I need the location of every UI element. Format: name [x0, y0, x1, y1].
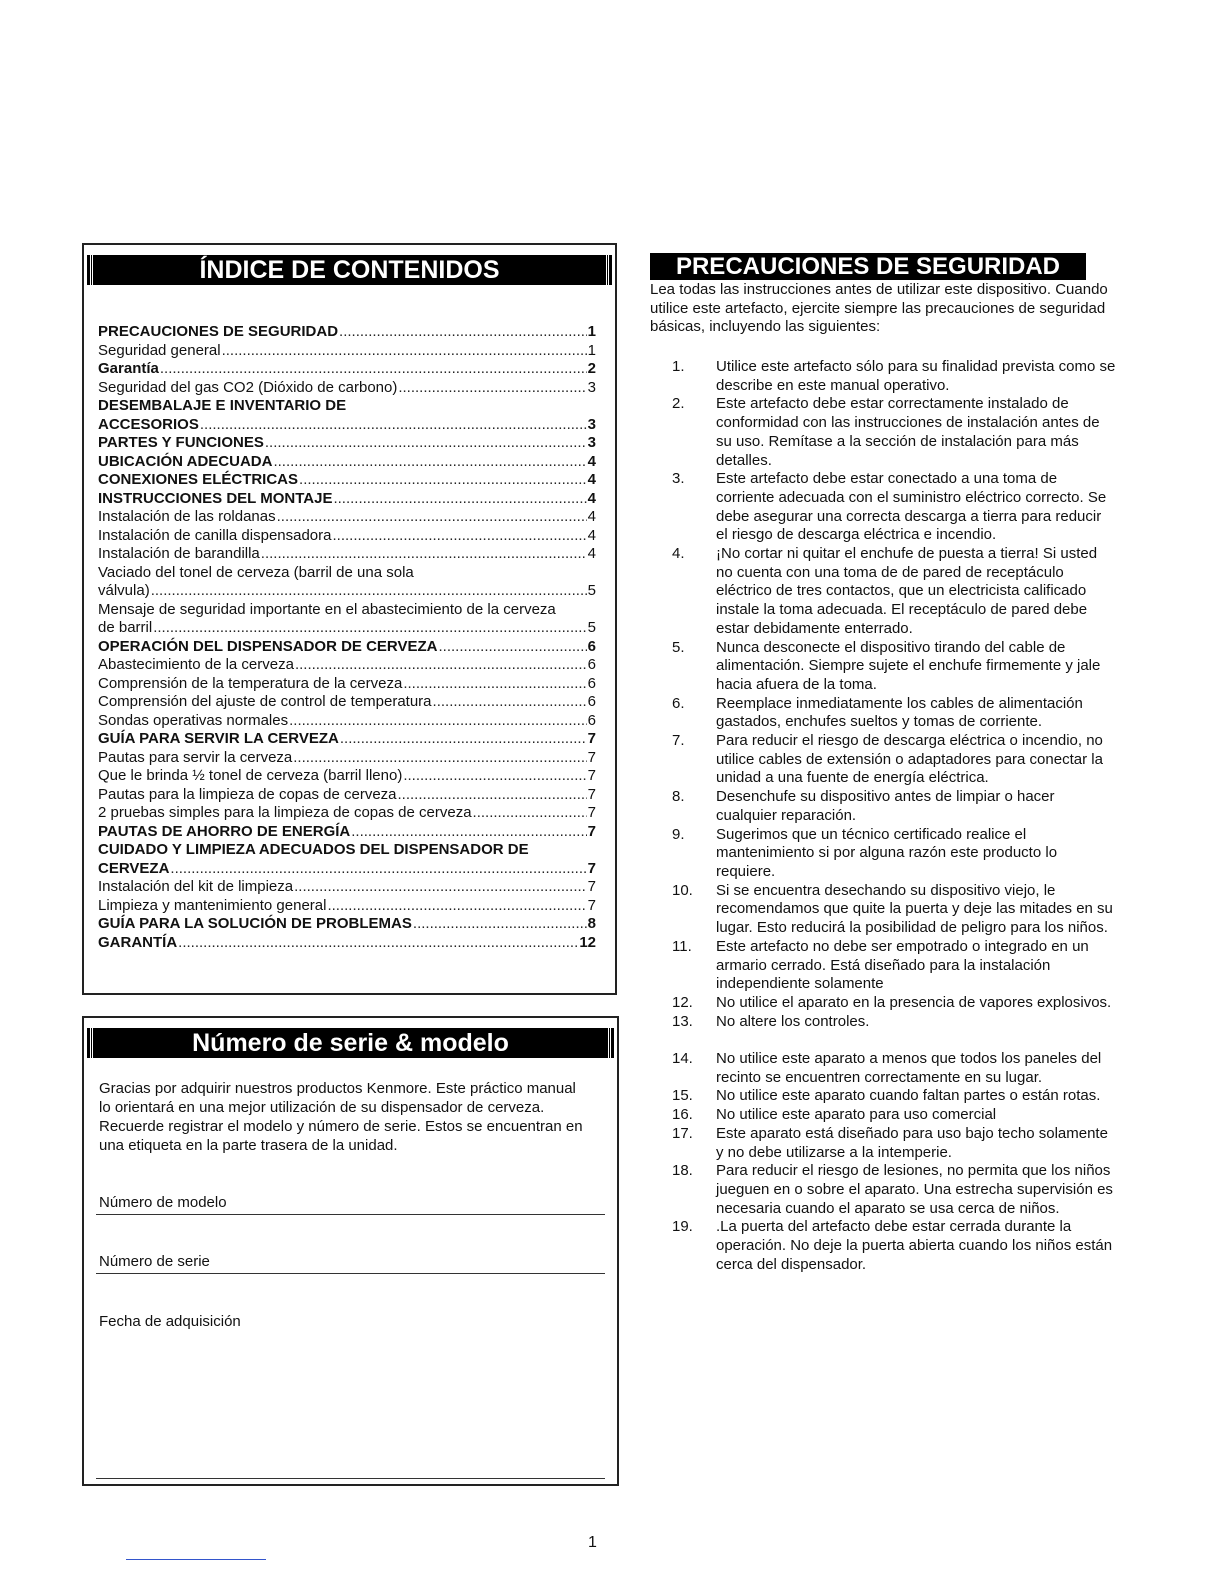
toc-entry-page: 8	[587, 915, 596, 932]
toc-entry-text: Vaciado del tonel de cerveza (barril de una sola	[98, 563, 414, 581]
toc-entry-text: GARANTÍA	[98, 933, 178, 951]
safety-item-text: Este artefacto debe estar correctamente instalado de conformidad con las instrucciones de instalación antes de su uso. Remítase a la sección de instalación para más detalles.	[716, 395, 1100, 469]
footer-link-underline	[126, 1559, 266, 1560]
toc-entry-text: Seguridad del gas CO2 (Dióxido de carbono)	[98, 378, 398, 396]
safety-item-text: Nunca desconecte el dispositivo tirando del cable de alimentación. Siempre sujete el enchufe firmemente y jale hacia afuera de la toma.	[716, 638, 1101, 693]
safety-list	[672, 358, 1117, 1274]
toc-dot-leader	[289, 712, 587, 731]
safety-item	[672, 1050, 1117, 1087]
model-number-label: Número de modelo	[99, 1194, 227, 1211]
safety-item-text: Para reducir el riesgo de descarga eléctrica o incendio, no utilice cables de extensión o adaptadores para conectar la unidad a una fuente de energía eléctrica.	[716, 732, 1103, 787]
toc-dot-leader	[295, 656, 587, 675]
safety-item	[672, 1106, 1117, 1125]
toc-entry	[98, 471, 596, 490]
toc-entry-page: 3	[587, 434, 596, 451]
toc-entry-page: 2	[587, 360, 596, 377]
safety-item	[672, 1087, 1117, 1106]
toc-entry-text: ACCESORIOS	[98, 415, 199, 433]
toc-entry	[98, 619, 596, 638]
toc-entry	[98, 767, 596, 786]
safety-item-text: Sugerimos que un técnico certificado realice el mantenimiento si por alguna razón este producto lo requiere.	[716, 825, 1058, 880]
toc-entry	[98, 601, 596, 620]
safety-item	[672, 788, 1117, 825]
safety-item-number: 16.	[672, 1106, 693, 1124]
safety-item-number: 6.	[672, 694, 685, 712]
safety-item-number: 19.	[672, 1218, 693, 1236]
toc-entry-page: 5	[587, 582, 596, 599]
safety-item-text: No utilice el aparato en la presencia de vapores explosivos.	[716, 993, 1112, 1011]
safety-item-number: 2.	[672, 395, 685, 413]
toc-entry-page: 1	[587, 323, 596, 340]
toc-entry-text: 2 pruebas simples para la limpieza de copas de cerveza	[98, 804, 472, 821]
safety-item-text: ¡No cortar ni quitar el enchufe de puesta a tierra! Si usted no cuenta con una toma de de pared de receptáculo eléctrico de tres contactos, que un electricista calificado instale la toma adecuada. El receptáculo de pared debe estar debidamente enterrado.	[716, 545, 1098, 637]
toc-entry	[98, 860, 596, 879]
toc-entry-page: 7	[587, 748, 596, 766]
toc-entry	[98, 656, 596, 675]
toc-entry-text: UBICACIÓN ADECUADA	[98, 452, 273, 470]
safety-item	[672, 994, 1117, 1013]
safety-item-number: 1.	[672, 358, 685, 375]
safety-item-text: Si se encuentra desechando su dispositivo viejo, le recomendamos que quite la puerta y deje las mitades en su lugar. Esto reducirá la posibilidad de peligro para los niños.	[716, 881, 1113, 937]
safety-item-number: 10.	[672, 881, 693, 899]
toc-dot-leader	[398, 786, 587, 805]
toc-dot-leader	[433, 693, 587, 712]
safety-item-text: Desenchufe su dispositivo antes de limpiar o hacer cualquier reparación.	[716, 788, 1055, 824]
safety-item-text: Este artefacto no debe ser empotrado o integrado en un armario cerrado. Está diseñado para la instalación independiente solamente	[716, 937, 1089, 993]
safety-item-number: 15.	[672, 1087, 693, 1105]
toc-entry	[98, 841, 596, 860]
toc-entry-text: INSTRUCCIONES DEL MONTAJE	[98, 489, 333, 507]
safety-item-text: No utilice este aparato a menos que todos los paneles del recinto se encuentren correctamente en su lugar.	[716, 1050, 1102, 1086]
toc-section	[82, 243, 617, 995]
safety-item	[672, 639, 1117, 695]
toc-entry	[98, 749, 596, 768]
toc-dot-leader	[178, 934, 578, 953]
toc-entry-text: Pautas para servir la cerveza	[98, 748, 293, 766]
safety-item-text: No utilice este aparato para uso comercial	[716, 1106, 997, 1124]
toc-entry	[98, 342, 596, 361]
toc-entry	[98, 582, 596, 601]
safety-item-number: 5.	[672, 638, 685, 656]
toc-entry	[98, 675, 596, 694]
toc-entry-page: 3	[587, 378, 596, 396]
toc-dot-leader	[339, 323, 587, 342]
toc-entry-page: 7	[587, 767, 596, 784]
toc-entry	[98, 878, 596, 897]
toc-entry-text: GUÍA PARA LA SOLUCIÓN DE PROBLEMAS	[98, 915, 412, 932]
toc-entry	[98, 804, 596, 823]
purchase-date-line[interactable]	[96, 1478, 605, 1479]
toc-entry	[98, 453, 596, 472]
safety-item-number: 11.	[672, 937, 692, 955]
safety-item	[672, 545, 1117, 639]
toc-entry	[98, 730, 596, 749]
toc-dot-leader	[261, 545, 587, 564]
safety-item-number: 8.	[672, 788, 685, 806]
toc-entry-page: 1	[587, 341, 596, 359]
serial-section	[82, 1016, 619, 1486]
toc-entry-text: Instalación del kit de limpieza	[98, 878, 294, 895]
serial-number-label: Número de serie	[99, 1253, 210, 1270]
toc-dot-leader	[222, 342, 587, 361]
toc-entry-page: 6	[587, 637, 596, 655]
toc-entry-text: PRECAUCIONES DE SEGURIDAD	[98, 323, 339, 340]
toc-entry-text: Comprensión del ajuste de control de temperatura	[98, 693, 432, 710]
toc-entry-text: PARTES Y FUNCIONES	[98, 434, 264, 451]
toc-dot-leader	[277, 508, 587, 527]
toc-dot-leader	[293, 749, 586, 768]
safety-item-text: No utilice este aparato cuando faltan partes o están rotas.	[716, 1087, 1101, 1105]
serial-number-line[interactable]	[96, 1273, 605, 1274]
toc-dot-leader	[439, 638, 587, 657]
safety-item	[672, 938, 1117, 994]
toc-dot-leader	[333, 490, 586, 509]
toc-dot-leader	[160, 360, 587, 379]
toc-dot-leader	[340, 730, 587, 749]
safety-item-number: 9.	[672, 825, 685, 843]
toc-entry-page: 12	[579, 933, 596, 951]
safety-item	[672, 732, 1117, 788]
toc-entry	[98, 490, 596, 509]
safety-item-text: Este artefacto debe estar conectado a una toma de corriente adecuada con el suministro eléctrico correcto. Se debe asegurar una correcta descarga a tierra para reducir el riesgo de descarga eléctrica e incendio.	[716, 470, 1107, 544]
toc-entry-text: de barril	[98, 619, 153, 636]
toc-dot-leader	[351, 823, 586, 842]
safety-item-number: 12.	[672, 993, 693, 1011]
safety-item-number: 4.	[672, 545, 685, 563]
toc-entry-page: 4	[587, 452, 596, 470]
toc-entry-page: 3	[587, 415, 596, 433]
toc-dot-leader	[333, 527, 587, 546]
toc-entry	[98, 545, 596, 564]
toc-entry-page: 5	[587, 619, 596, 636]
toc-entry	[98, 823, 596, 842]
toc-entry-page: 7	[587, 878, 596, 895]
toc-entry-text: Seguridad general	[98, 341, 221, 359]
safety-item-number: 7.	[672, 732, 685, 750]
toc-entry-page: 7	[587, 822, 596, 840]
toc-entry-page: 7	[587, 896, 596, 914]
toc-entry	[98, 360, 596, 379]
toc-dot-leader	[398, 379, 586, 398]
safety-item-text: Utilice este artefacto sólo para su finalidad prevista como se describe en este manual operativo.	[716, 358, 1116, 394]
safety-item	[672, 1218, 1117, 1274]
toc-entry-text: Sondas operativas normales	[98, 711, 289, 729]
toc-dot-leader	[294, 878, 587, 897]
toc-entry	[98, 564, 596, 583]
toc-dot-leader	[153, 619, 586, 638]
toc-dot-leader	[413, 915, 587, 934]
toc-entry	[98, 323, 596, 342]
toc-entry-text: OPERACIÓN DEL DISPENSADOR DE CERVEZA	[98, 637, 438, 655]
toc-entry-text: Limpieza y mantenimiento general	[98, 896, 327, 914]
toc-entry-text: DESEMBALAJE E INVENTARIO DE	[98, 397, 347, 414]
toc-dot-leader	[473, 804, 587, 823]
toc-entry-page: 7	[587, 785, 596, 803]
toc-dot-leader	[273, 453, 586, 472]
safety-item-number: 18.	[672, 1162, 693, 1180]
safety-item-text: Este aparato está diseñado para uso bajo techo solamente y no debe utilizarse a la intemperie.	[716, 1124, 1108, 1161]
toc-entry-page: 4	[587, 545, 596, 562]
toc-entry-text: CUIDADO Y LIMPIEZA ADECUADOS DEL DISPENSADOR DE	[98, 841, 529, 858]
safety-item-number: 3.	[672, 470, 685, 488]
toc-entry-text: Que le brinda ½ tonel de cerveza (barril lleno)	[98, 767, 403, 784]
toc-entry-page: 6	[587, 711, 596, 729]
safety-item-text: Reemplace inmediatamente los cables de alimentación gastados, enchufes sueltos y tomas de corriente.	[716, 694, 1083, 731]
toc-entry-text: Abastecimiento de la cerveza	[98, 656, 294, 673]
toc-entry-page: 6	[587, 674, 596, 692]
safety-item-number: 17.	[672, 1124, 693, 1142]
toc-entry-text: CONEXIONES ELÉCTRICAS	[98, 471, 299, 488]
safety-item	[672, 1125, 1117, 1162]
toc-dot-leader	[170, 860, 586, 879]
model-number-line[interactable]	[96, 1214, 605, 1215]
safety-item-text: .La puerta del artefacto debe estar cerrada durante la operación. No deje la puerta abierta cuando los niños están cerca del dispensador.	[716, 1218, 1113, 1273]
toc-entry	[98, 527, 596, 546]
toc-entry	[98, 434, 596, 453]
toc-entry	[98, 915, 596, 934]
safety-item	[672, 882, 1117, 938]
toc-entry-text: Comprensión de la temperatura de la cerveza	[98, 674, 403, 692]
serial-title: Número de serie & modelo	[90, 1028, 611, 1058]
safety-item	[672, 1162, 1117, 1218]
safety-title: PRECAUCIONES DE SEGURIDAD	[650, 253, 1086, 280]
toc-entry	[98, 712, 596, 731]
safety-item	[672, 1013, 1117, 1032]
toc-list	[98, 323, 596, 952]
toc-dot-leader	[299, 471, 587, 490]
page-number: 1	[588, 1534, 597, 1551]
toc-entry-text: Garantía	[98, 360, 159, 377]
toc-entry-text: Mensaje de seguridad importante en el abastecimiento de la cerveza	[98, 600, 556, 618]
purchase-date-label: Fecha de adquisición	[99, 1313, 241, 1330]
serial-intro: Gracias por adquirir nuestros productos Kenmore. Este práctico manual lo orientará en una mejor utilización de su dispensador de cerveza. Recuerde registrar el modelo y número de serie. Estos se encuentran en una etiqueta en la parte trasera de la unidad.	[99, 1080, 583, 1154]
toc-entry	[98, 638, 596, 657]
safety-item	[672, 826, 1117, 882]
safety-item	[672, 695, 1117, 732]
safety-intro: Lea todas las instrucciones antes de utilizar este dispositivo. Cuando utilice este artefacto, ejercite siempre las precauciones de seguridad básicas, incluyendo las siguientes:	[650, 281, 1108, 336]
toc-entry	[98, 508, 596, 527]
toc-entry-text: PAUTAS DE AHORRO DE ENERGÍA	[98, 822, 351, 840]
toc-entry	[98, 786, 596, 805]
toc-entry-text: CERVEZA	[98, 859, 170, 877]
toc-dot-leader	[403, 675, 586, 694]
toc-entry	[98, 416, 596, 435]
toc-entry	[98, 897, 596, 916]
toc-entry-text: Instalación de canilla dispensadora	[98, 526, 332, 544]
safety-item	[672, 395, 1117, 470]
toc-entry-text: válvula)	[98, 582, 150, 599]
toc-entry	[98, 693, 596, 712]
toc-entry	[98, 397, 596, 416]
toc-entry-page: 7	[587, 730, 596, 747]
toc-entry	[98, 934, 596, 953]
toc-entry-text: Pautas para la limpieza de copas de cerveza	[98, 785, 397, 803]
toc-entry-page: 4	[587, 471, 596, 488]
toc-entry-text: Instalación de las roldanas	[98, 508, 276, 525]
safety-item	[672, 470, 1117, 545]
toc-entry-page: 6	[587, 656, 596, 673]
safety-item	[672, 358, 1117, 395]
toc-dot-leader	[200, 416, 587, 435]
safety-item-text: Para reducir el riesgo de lesiones, no permita que los niños jueguen en o sobre el aparato. Una estrecha supervisión es necesaria cuando el aparato se usa cerca de niños.	[716, 1162, 1113, 1217]
toc-entry-page: 6	[587, 693, 596, 710]
toc-entry-text: GUÍA PARA SERVIR LA CERVEZA	[98, 730, 339, 747]
toc-entry-page: 4	[587, 526, 596, 544]
toc-entry	[98, 379, 596, 398]
toc-dot-leader	[327, 897, 586, 916]
safety-item-number: 13.	[672, 1012, 693, 1030]
toc-title: ÍNDICE DE CONTENIDOS	[90, 255, 609, 285]
safety-item-text: No altere los controles.	[716, 1012, 870, 1030]
toc-dot-leader	[151, 582, 587, 601]
toc-entry-page: 7	[587, 859, 596, 877]
toc-entry-page: 4	[587, 489, 596, 507]
safety-item-number: 14.	[672, 1050, 693, 1067]
toc-entry-page: 4	[587, 508, 596, 525]
toc-entry-page: 7	[587, 804, 596, 821]
toc-entry-text: Instalación de barandilla	[98, 545, 260, 562]
toc-dot-leader	[265, 434, 587, 453]
toc-dot-leader	[403, 767, 586, 786]
